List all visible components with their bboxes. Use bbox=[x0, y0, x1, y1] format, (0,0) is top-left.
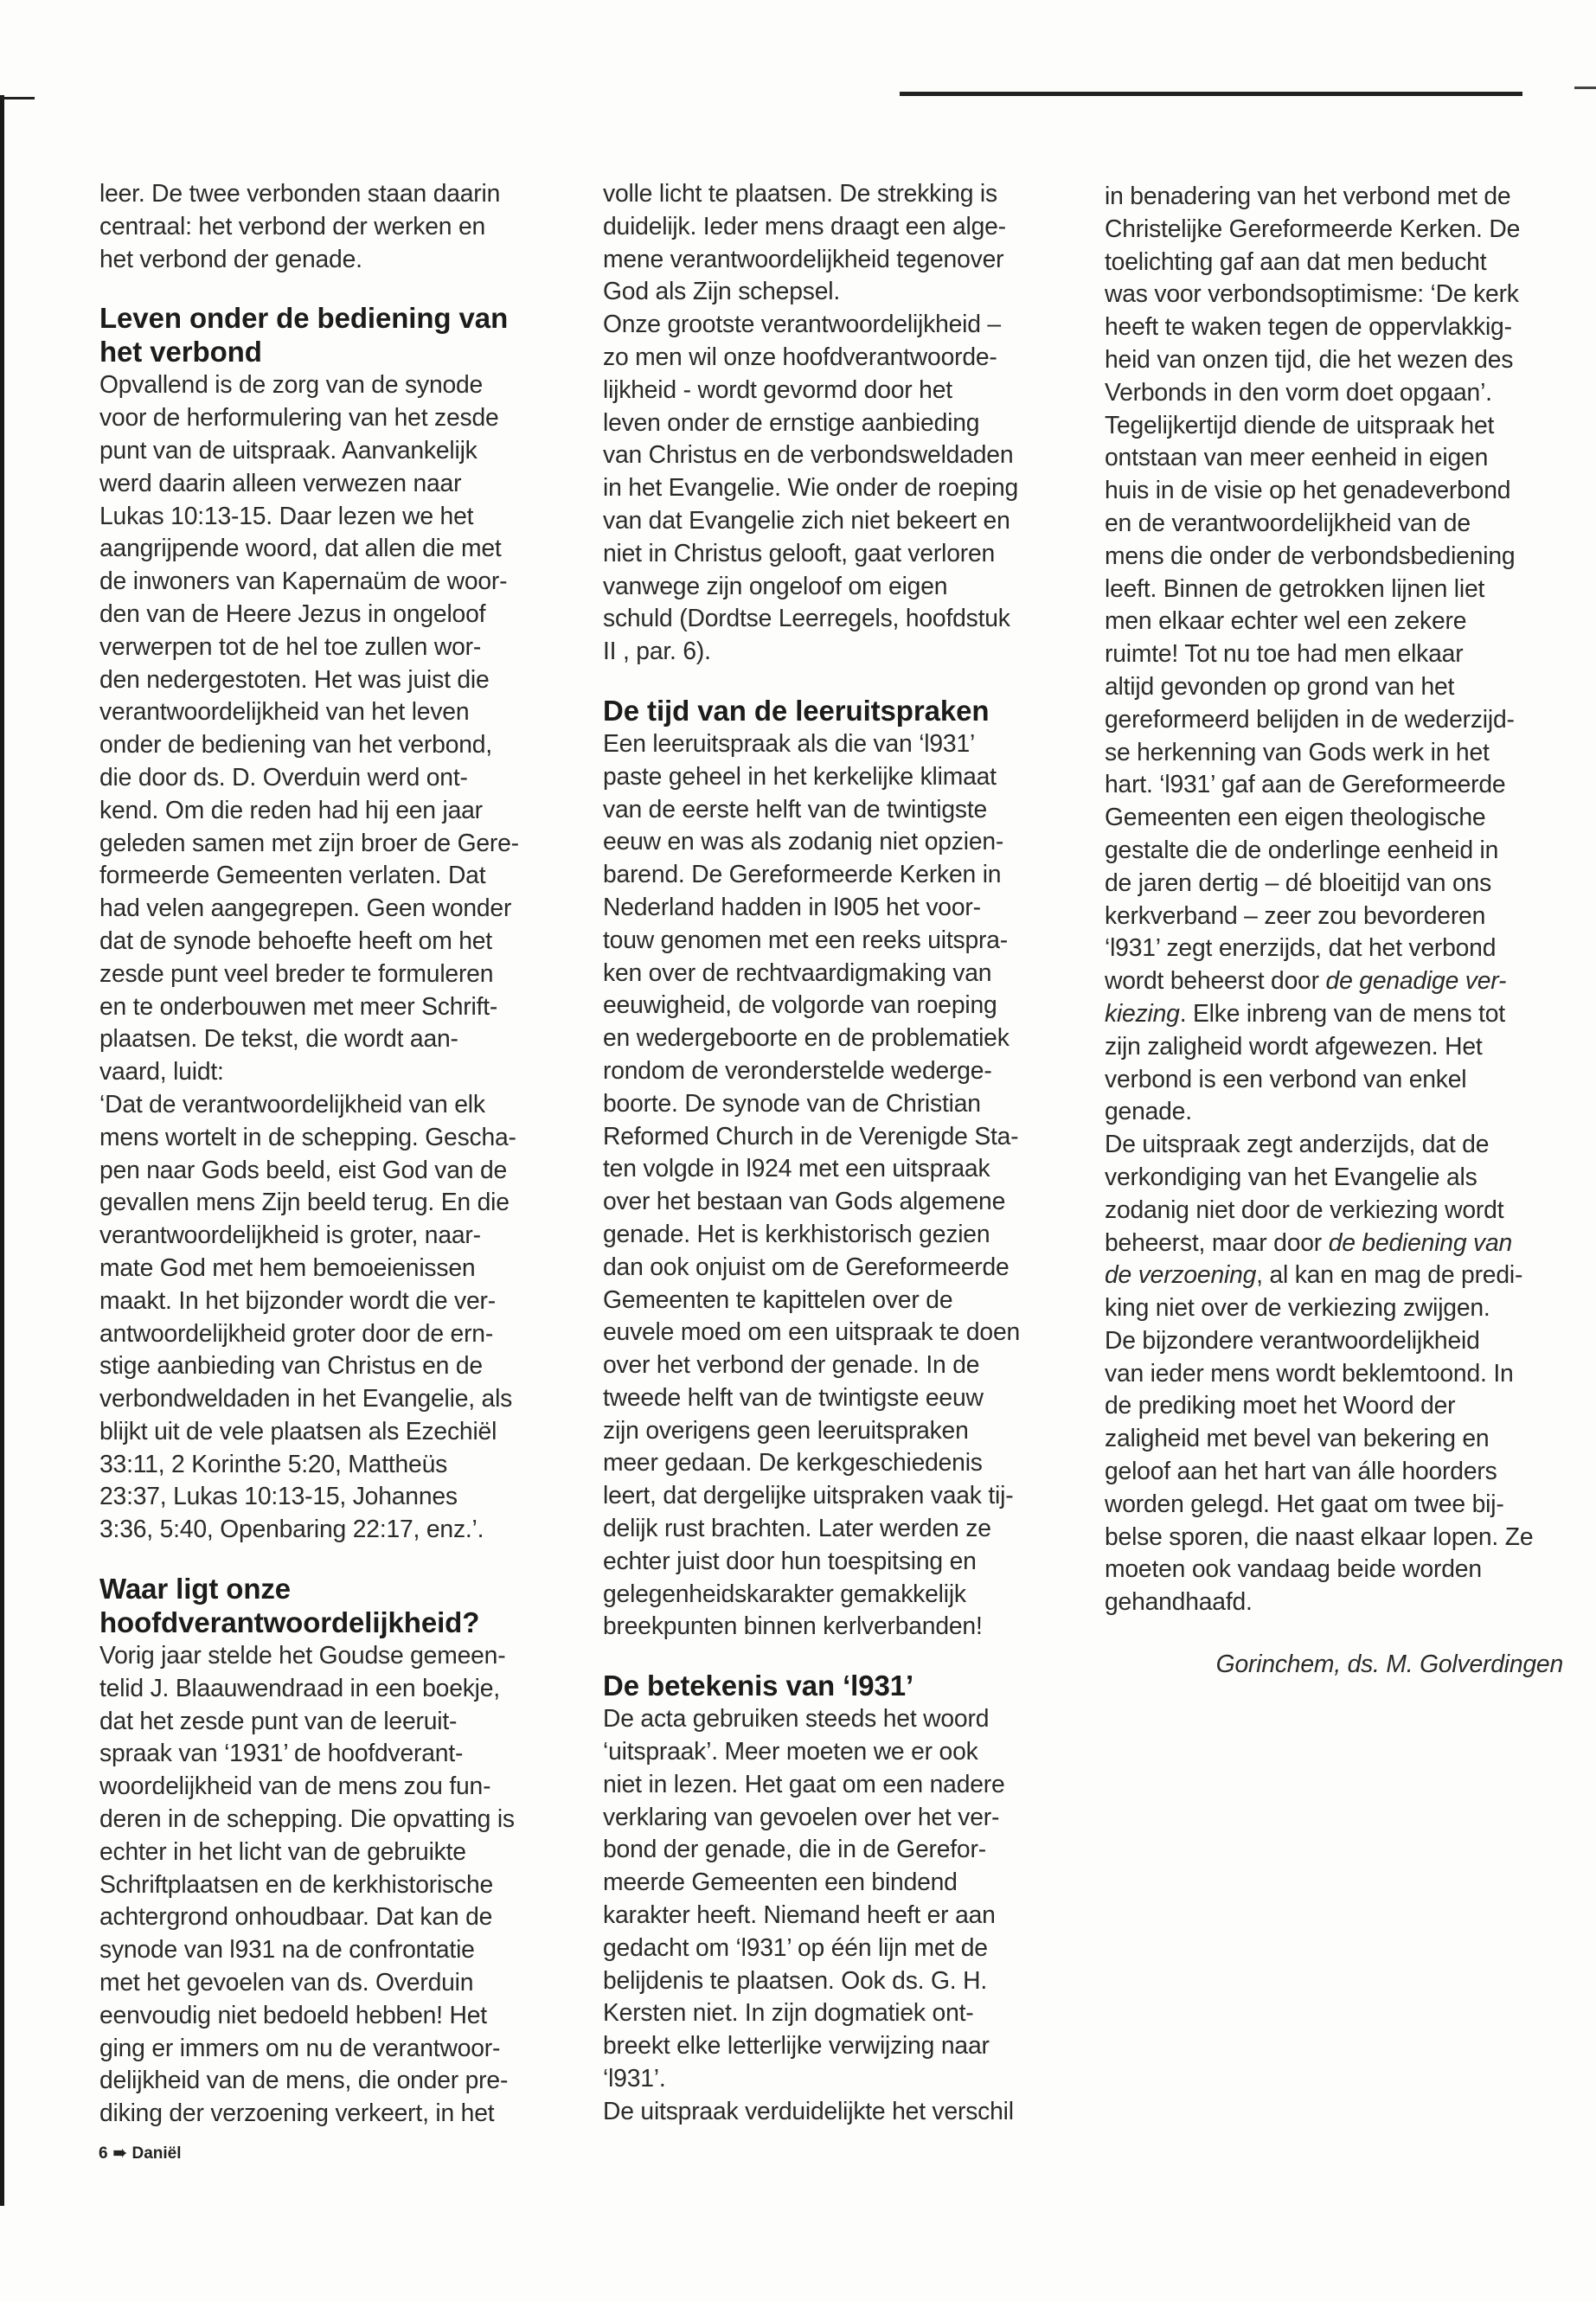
text-line: niet in lezen. Het gaat om een nadere bbox=[603, 1769, 1005, 1798]
text-line: mate God met hem bemoeienissen bbox=[99, 1253, 476, 1281]
text-line: eeuwigheid, de volgorde van roeping bbox=[603, 990, 997, 1019]
text-line: belijdenis te plaatsen. Ook ds. G. H. bbox=[603, 1965, 988, 1994]
heading-line: De tijd van de leeruitspraken bbox=[603, 694, 990, 727]
text-line: 33:11, 2 Korinthe 5:20, Mattheüs bbox=[99, 1449, 448, 1477]
text-line: gelegenheidskarakter gemakkelijk bbox=[603, 1579, 966, 1607]
text-line: toelichting gaf aan dat men beducht bbox=[1105, 247, 1487, 275]
text-line: Vorig jaar stelde het Goudse gemeen- bbox=[99, 1641, 506, 1670]
text-line: en te onderbouwen met meer Schrift- bbox=[99, 991, 498, 1020]
text-line: genade. Het is kerkhistorisch gezien bbox=[603, 1219, 990, 1247]
text-line: mens die onder de verbondsbediening bbox=[1105, 541, 1516, 569]
line-kiezing: kiezing. Elke inbreng van de mens tot bbox=[1105, 998, 1505, 1027]
text-line: vaard, luidt: bbox=[99, 1057, 224, 1086]
scan-edge bbox=[0, 95, 4, 2206]
text-line: aangrijpende woord, dat allen die met bbox=[99, 534, 502, 562]
text-line: gehandhaafd. bbox=[1105, 1587, 1253, 1616]
text-line: belse sporen, die naast elkaar lopen. Ze bbox=[1105, 1522, 1534, 1550]
text-line: heid van onzen tijd, die het wezen des bbox=[1105, 344, 1514, 373]
text-line: breekt elke letterlijke verwijzing naar bbox=[603, 2031, 990, 2060]
text-line: kend. Om die reden had hij een jaar bbox=[99, 795, 483, 824]
text-line: telid J. Blaauwendraad in een boekje, bbox=[99, 1673, 500, 1702]
text-line: spraak van ‘1931’ de hoofdverant- bbox=[99, 1739, 464, 1767]
text-line: ‘l931’. bbox=[603, 2064, 666, 2093]
text-line: volle licht te plaatsen. De strekking is bbox=[603, 179, 997, 207]
text-line: 23:37, Lukas 10:13-15, Johannes bbox=[99, 1482, 458, 1510]
text-line: mene verantwoordelijkheid tegenover bbox=[603, 244, 1004, 272]
text-line: ontstaan van meer eenheid in eigen bbox=[1105, 443, 1489, 471]
text-line: schuld (Dordtse Leerregels, hoofdstuk bbox=[603, 604, 1010, 632]
text-line: en de verantwoordelijkheid van de bbox=[1105, 508, 1471, 536]
text-line: dan ook onjuist om de Gereformeerde bbox=[603, 1252, 1010, 1280]
text-line: niet in Christus gelooft, gaat verloren bbox=[603, 538, 996, 567]
text-line: den van de Heere Jezus in ongeloof bbox=[99, 599, 486, 627]
text-line: verklaring van gevoelen over het ver- bbox=[603, 1802, 1000, 1830]
text-line: verbondweldaden in het Evangelie, als bbox=[99, 1384, 513, 1413]
text-line: leeft. Binnen de getrokken lijnen liet bbox=[1105, 574, 1485, 602]
text-line: men elkaar echter wel een zekere bbox=[1105, 606, 1467, 635]
heading-line: Waar ligt onze bbox=[99, 1573, 292, 1606]
text-line: kerkverband – zeer zou bevorderen bbox=[1105, 901, 1486, 929]
text-line: moeten ook vandaag beide worden bbox=[1105, 1554, 1482, 1583]
text-line: centraal: het verbond der werken en bbox=[99, 211, 486, 240]
text-line: vanwege zijn ongeloof om eigen bbox=[603, 571, 948, 599]
text-line: eeuw en was als zodanig niet opzien- bbox=[603, 827, 1004, 856]
text-line: had velen aangegrepen. Geen wonder bbox=[99, 894, 512, 922]
column-2 bbox=[603, 177, 1053, 2128]
text-line: onder de bediening van het verbond, bbox=[99, 730, 492, 759]
text-line: maakt. In het bijzonder wordt die ver- bbox=[99, 1285, 496, 1314]
text-line: zodanig niet door de verkiezing wordt bbox=[1105, 1195, 1504, 1223]
author-signature: Gorinchem, ds. M. Golverdingen bbox=[1215, 1650, 1563, 1678]
top-rule-right bbox=[1574, 87, 1596, 89]
text-line: van dat Evangelie zich niet bekeert en bbox=[603, 505, 1010, 534]
text-line: en wedergeboorte en de problematiek bbox=[603, 1023, 1010, 1052]
text-line: delijkheid van de mens, die onder pre- bbox=[99, 2066, 509, 2094]
text-line: de jaren dertig – dé bloeitijd van ons bbox=[1105, 868, 1492, 896]
text-line: werd daarin alleen verwezen naar bbox=[99, 468, 462, 497]
text-line: touw genomen met een reeks uitspra- bbox=[603, 925, 1009, 953]
text-line: verwerpen tot de hel toe zullen wor- bbox=[99, 631, 482, 660]
text-line: in het Evangelie. Wie onder de roeping bbox=[603, 473, 1019, 502]
text-line: verantwoordelijkheid van het leven bbox=[99, 697, 470, 726]
text-line: Reformed Church in de Verenigde Sta- bbox=[603, 1121, 1019, 1150]
line-bediening: beheerst, maar door de bediening van bbox=[1105, 1227, 1513, 1256]
text-line: paste geheel in het kerkelijke klimaat bbox=[603, 761, 997, 790]
top-rule bbox=[900, 92, 1522, 96]
text-line: Een leeruitspraak als die van ‘l931’ bbox=[603, 728, 976, 757]
arrow-icon: ➠ bbox=[112, 2144, 127, 2163]
heading-line: het verbond bbox=[99, 336, 262, 369]
text-line: altijd gevonden op grond van het bbox=[1105, 671, 1455, 700]
text-line: de prediking moet het Woord der bbox=[1105, 1391, 1456, 1420]
text-line: zaligheid met bevel van bekering en bbox=[1105, 1424, 1490, 1452]
text-line: euvele moed om een uitspraak te doen bbox=[603, 1317, 1021, 1346]
paragraph-herformulering bbox=[99, 369, 549, 1546]
text-line: van de eerste helft van de twintigste bbox=[603, 794, 988, 823]
text-line: geleden samen met zijn broer de Gere- bbox=[99, 828, 519, 856]
paragraph-prediking bbox=[1105, 1292, 1563, 1618]
text-line: Lukas 10:13-15. Daar lezen we het bbox=[99, 501, 474, 529]
heading-hoofdverantwoordelijkheid bbox=[99, 1572, 549, 1639]
text-line: dat de synode behoefte heeft om het bbox=[99, 926, 492, 954]
heading-line: hoofdverantwoordelijkheid? bbox=[99, 1606, 480, 1639]
text-line: ging er immers om nu de verantwoor- bbox=[99, 2033, 501, 2061]
text-line: De acta gebruiken steeds het woord bbox=[603, 1704, 990, 1733]
text-line: II , par. 6). bbox=[603, 637, 711, 665]
text-line: verantwoordelijkheid is groter, naar- bbox=[99, 1221, 481, 1249]
column-3 bbox=[1105, 180, 1563, 1681]
heading-betekenis-1931 bbox=[603, 1669, 1053, 1702]
text-line: gereformeerd belijden in de wederzijd- bbox=[1105, 704, 1515, 733]
page-number: 6 bbox=[99, 2144, 108, 2163]
text-line: ‘Dat de verantwoordelijkheid van elk bbox=[99, 1089, 485, 1118]
text-line: meer gedaan. De kerkgeschiedenis bbox=[603, 1448, 983, 1477]
text-line: ken over de rechtvaardigmaking van bbox=[603, 958, 992, 986]
text-line: zo men wil onze hoofdverantwoorde- bbox=[603, 342, 997, 370]
text-line: leer. De twee verbonden staan daarin bbox=[99, 179, 501, 207]
text-line: over het verbond der genade. In de bbox=[603, 1350, 980, 1379]
text-line: den nedergestoten. Het was juist die bbox=[99, 664, 490, 693]
text-line: Schriftplaatsen en de kerkhistorische bbox=[99, 1869, 494, 1898]
line-verzoening: de verzoening, al kan en mag de predi- bbox=[1105, 1260, 1523, 1289]
paragraph-benadering bbox=[1105, 180, 1563, 965]
intro-paragraph bbox=[99, 177, 549, 275]
text-line: antwoordelijkheid groter door de ern- bbox=[99, 1318, 494, 1347]
text-line: voor de herformulering van het zesde bbox=[99, 403, 499, 432]
text-line: ten volgde in l924 met een uitspraak bbox=[603, 1154, 990, 1183]
text-line: boorte. De synode van de Christian bbox=[603, 1088, 981, 1117]
text-line: huis in de visie op het genadeverbond bbox=[1105, 476, 1511, 504]
text-line: worden gelegd. Het gaat om twee bij- bbox=[1105, 1489, 1504, 1517]
text-line: met het gevoelen van ds. Overduin bbox=[99, 1968, 474, 1997]
text-line: De uitspraak verduidelijkte het verschil bbox=[603, 2096, 1014, 2125]
paragraph-vorig-jaar bbox=[99, 1639, 549, 2130]
text-line: mens wortelt in de schepping. Gescha- bbox=[99, 1122, 516, 1150]
text-line: De uitspraak zegt anderzijds, dat de bbox=[1105, 1130, 1490, 1158]
text-line: gedacht om ‘l931’ op één lijn met de bbox=[603, 1932, 988, 1961]
text-line: lijkheid - wordt gevormd door het bbox=[603, 375, 952, 403]
text-line: God als Zijn schepsel. bbox=[603, 277, 840, 305]
text-line: heeft te waken tegen de oppervlakkig- bbox=[1105, 312, 1512, 341]
text-line: se herkenning van Gods werk in het bbox=[1105, 737, 1490, 766]
text-line: gestalte die de onderlinge eenheid in bbox=[1105, 835, 1499, 863]
text-line: rondom de veronderstelde wederge- bbox=[603, 1055, 992, 1084]
text-line: duidelijk. Ieder mens draagt een alge- bbox=[603, 211, 1006, 240]
text-line: achtergrond onhoudbaar. Dat kan de bbox=[99, 1902, 493, 1931]
text-line: de inwoners van Kapernaüm de woor- bbox=[99, 567, 508, 595]
text-line: tweede helft van de twintigste eeuw bbox=[603, 1382, 984, 1411]
text-line: Gemeenten te kapittelen over de bbox=[603, 1285, 953, 1313]
text-line: hart. ‘l931’ gaf aan de Gereformeerde bbox=[1105, 770, 1506, 798]
text-line: Tegelijkertijd diende de uitspraak het bbox=[1105, 410, 1495, 439]
text-line: ruimte! Tot nu toe had men elkaar bbox=[1105, 639, 1464, 668]
text-line: Onze grootste verantwoordelijkheid – bbox=[603, 310, 1001, 338]
heading-tijd-van-de-leeruitspraken bbox=[603, 694, 1053, 727]
text-line: formeerde Gemeenten verlaten. Dat bbox=[99, 861, 486, 889]
text-line: leven onder de ernstige aanbieding bbox=[603, 407, 980, 436]
text-line: meerde Gemeenten een bindend bbox=[603, 1868, 958, 1896]
text-line: Nederland hadden in l905 het voor- bbox=[603, 892, 981, 920]
text-line: echter in het licht van de gebruikte bbox=[99, 1836, 466, 1865]
text-line: genade. bbox=[1105, 1097, 1192, 1125]
text-line: verkondiging van het Evangelie als bbox=[1105, 1162, 1477, 1190]
text-line: karakter heeft. Niemand heeft er aan bbox=[603, 1900, 996, 1929]
text-line: Kersten niet. In zijn dogmatiek ont- bbox=[603, 1998, 974, 2027]
text-line: breekpunten binnen kerlverbanden! bbox=[603, 1612, 983, 1640]
text-line: van Christus en de verbondsweldaden bbox=[603, 440, 1014, 469]
text-line: synode van l931 na de confrontatie bbox=[99, 1935, 475, 1964]
text-line: eenvoudig niet bedoeld hebben! Het bbox=[99, 2000, 487, 2029]
text-line: pen naar Gods beeld, eist God van de bbox=[99, 1155, 508, 1183]
text-line: 3:36, 5:40, Openbaring 22:17, enz.’. bbox=[99, 1515, 484, 1543]
text-line: stige aanbieding van Christus en de bbox=[99, 1351, 483, 1380]
text-line: punt van de uitspraak. Aanvankelijk bbox=[99, 435, 478, 464]
text-line: geloof aan het hart van álle hoorders bbox=[1105, 1457, 1497, 1485]
text-line: blijkt uit de vele plaatsen als Ezechiël bbox=[99, 1416, 497, 1445]
paragraph-leeruitspraak bbox=[603, 727, 1053, 1643]
text-line: gevallen mens Zijn beeld terug. En die bbox=[99, 1188, 510, 1216]
magazine-name: Daniël bbox=[131, 2144, 182, 2163]
text-line: zijn overigens geen leeruitspraken bbox=[603, 1415, 969, 1444]
text-line: echter juist door hun toespitsing en bbox=[603, 1546, 977, 1574]
heading-line: Leven onder de bediening van bbox=[99, 302, 509, 335]
paragraph-acta bbox=[603, 1702, 1053, 2127]
text-line: diking der verzoening verkeert, in het bbox=[99, 2099, 495, 2127]
paragraph-volle-licht bbox=[603, 177, 1053, 668]
text-line: delijk rust brachten. Later werden ze bbox=[603, 1514, 991, 1542]
top-rule-left bbox=[0, 97, 35, 99]
text-line: Verbonds in den vorm doet opgaan’. bbox=[1105, 377, 1492, 406]
text-line: ‘uitspraak’. Meer moeten we er ook bbox=[603, 1737, 978, 1766]
text-line: dat het zesde punt van de leeruit- bbox=[99, 1706, 458, 1734]
column-1 bbox=[99, 177, 549, 2130]
text-line: bond der genade, die in de Gerefor- bbox=[603, 1835, 986, 1863]
page-footer bbox=[99, 2144, 182, 2163]
text-line: zesde punt veel breder te formuleren bbox=[99, 958, 494, 987]
text-line: verbond is een verbond van enkel bbox=[1105, 1064, 1467, 1093]
heading-line: De betekenis van ‘l931’ bbox=[603, 1670, 914, 1702]
text-line: van ieder mens wordt beklemtoond. In bbox=[1105, 1358, 1514, 1387]
paragraph-zaligheid bbox=[1105, 1030, 1563, 1227]
text-line: barend. De Gereformeerde Kerken in bbox=[603, 860, 1002, 888]
text-line: het verbond der genade. bbox=[99, 244, 362, 272]
text-line: woordelijkheid van de mens zou fun- bbox=[99, 1772, 491, 1800]
text-line: leert, dat dergelijke uitspraken vaak tij- bbox=[603, 1481, 1014, 1509]
heading-leven-onder-de-bediening bbox=[99, 301, 549, 369]
text-line: Opvallend is de zorg van de synode bbox=[99, 370, 484, 399]
text-line: over het bestaan van Gods algemene bbox=[603, 1187, 1006, 1215]
text-line: Gemeenten een eigen theologische bbox=[1105, 803, 1486, 831]
text-line: king niet over de verkiezing zwijgen. bbox=[1105, 1293, 1490, 1322]
text-line: deren in de schepping. Die opvatting is bbox=[99, 1804, 515, 1833]
text-line: die door ds. D. Overduin werd ont- bbox=[99, 762, 468, 791]
text-line: was voor verbondsoptimisme: ‘De kerk bbox=[1105, 279, 1519, 308]
line-beheerst: wordt beheerst door de genadige ver- bbox=[1105, 966, 1507, 995]
text-line: plaatsen. De tekst, die wordt aan- bbox=[99, 1024, 458, 1053]
text-line: ‘l931’ zegt enerzijds, dat het verbond bbox=[1105, 933, 1497, 962]
text-line: zijn zaligheid wordt afgewezen. Het bbox=[1105, 1031, 1483, 1060]
text-line: in benadering van het verbond met de bbox=[1105, 182, 1511, 209]
text-line: Christelijke Gereformeerde Kerken. De bbox=[1105, 214, 1521, 242]
text-line: De bijzondere verantwoordelijkheid bbox=[1105, 1325, 1480, 1354]
